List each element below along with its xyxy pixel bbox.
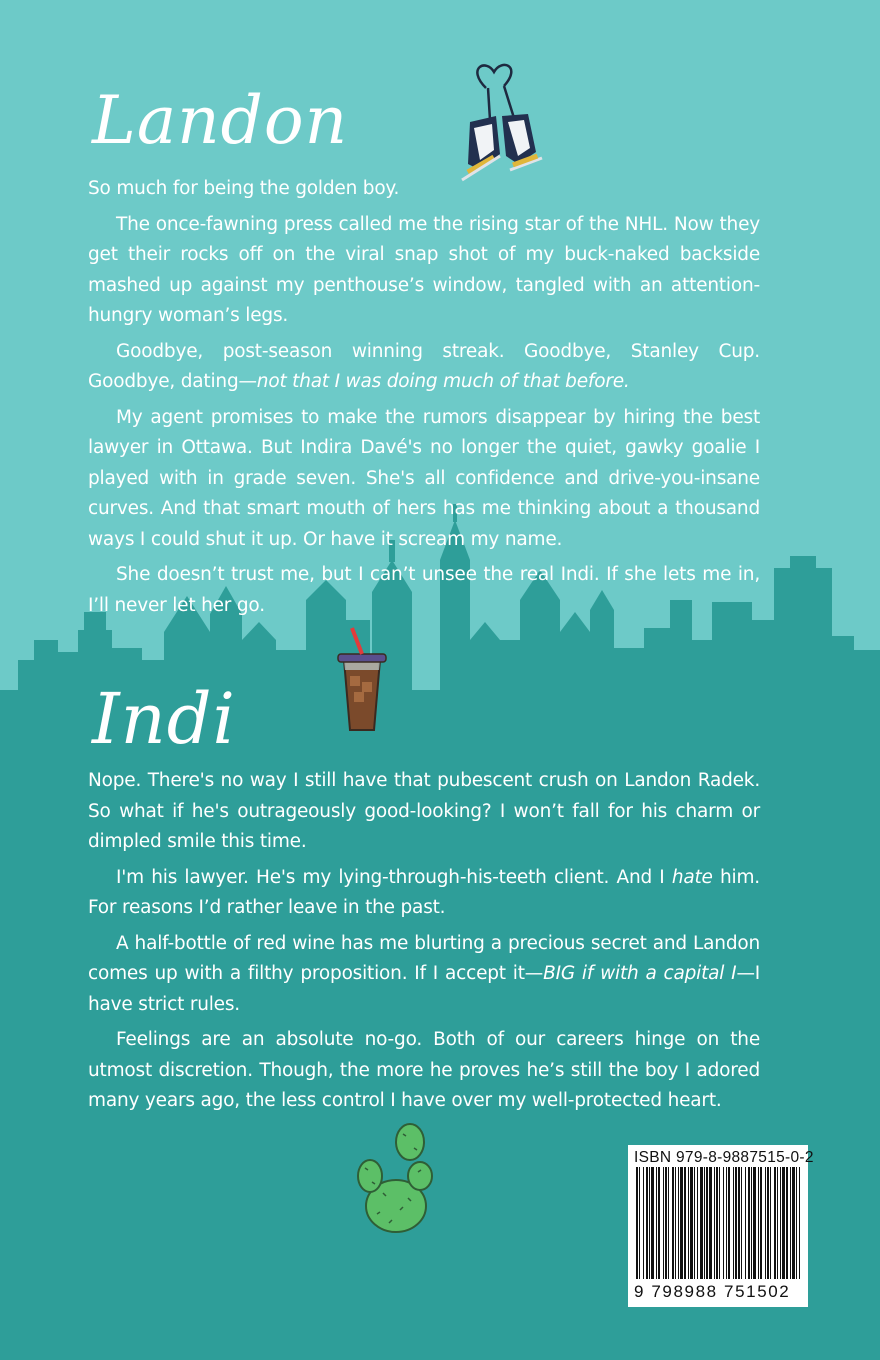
barcode-bar	[709, 1167, 712, 1279]
barcode-bar	[690, 1167, 693, 1279]
barcode-bar	[646, 1167, 648, 1279]
barcode-bar	[753, 1167, 756, 1279]
barcode-bar	[765, 1167, 766, 1279]
indi-paragraph-2-em: hate	[671, 866, 713, 888]
barcode-bar	[668, 1167, 669, 1279]
landon-paragraph-5: She doesn’t trust me, but I can’t unsee the real Indi. If she lets me in, I’ll never let her go.	[88, 564, 760, 616]
barcode-bar	[728, 1167, 730, 1279]
indi-paragraph-2-b: him. For reasons I’d rather leave in the past.	[88, 866, 760, 918]
barcode-bar	[796, 1167, 797, 1279]
section-title-landon: Landon	[92, 82, 349, 159]
barcode-bar	[748, 1167, 750, 1279]
barcode-bar	[658, 1167, 660, 1279]
barcode-bar	[751, 1167, 752, 1279]
indi-paragraph-2	[88, 863, 760, 924]
cactus-icon	[356, 1120, 436, 1236]
landon-paragraph-3-italic: not that I was doing much of that before.	[256, 371, 630, 392]
barcode-bar	[760, 1167, 762, 1279]
barcode-bar	[663, 1167, 664, 1279]
section-title-indi: Indi	[92, 678, 236, 760]
indi-paragraph-1: Nope. There's no way I still have that pubescent crush on Landon Radek. So what if he's outrageously good-looking? I won’t fall for his charm or dimpled smile this time.	[88, 770, 760, 852]
isbn-label: ISBN 979-8-9887515-0-2	[634, 1149, 814, 1166]
barcode-bar	[678, 1167, 679, 1279]
barcode-bar	[767, 1167, 769, 1279]
barcode-bar	[780, 1167, 781, 1279]
barcode-bar	[758, 1167, 759, 1279]
landon-paragraph-4: My agent promises to make the rumors disappear by hiring the best lawyer in Ottawa. But Indira Davé's no longer the quiet, gawky goalie I played with in grade seven. She's all confidence and drive-you-insane curves. And that smart mouth of hers has me thinking about a thousand ways I could shut it up. Or have it scream my name.	[88, 406, 760, 550]
barcode-bar	[651, 1167, 654, 1279]
barcode-digits: 9 798988 751502	[634, 1282, 791, 1301]
landon-paragraph-3	[88, 337, 760, 398]
barcode-bar	[716, 1167, 718, 1279]
indi-paragraph-3-a: A half-bottle of red wine has me blurting a precious secret and Landon comes up with a filthy proposition. If I accept it—	[88, 932, 760, 984]
barcode-bar	[733, 1167, 734, 1279]
barcode-bar	[643, 1167, 644, 1279]
landon-blurb	[88, 174, 760, 626]
barcode-bar	[697, 1167, 698, 1279]
barcode-bar	[684, 1167, 686, 1279]
barcode-bar	[792, 1167, 795, 1279]
landon-paragraph-2: The once-fawning press called me the rising star of the NHL. Now they get their rocks off on the viral snap shot of my buck-naked backside mashed up against my penthouse’s window, tangled with an attention-hungry woman’s legs.	[88, 213, 760, 326]
indi-blurb	[88, 766, 760, 1122]
landon-paragraph-1: So much for being the golden boy.	[88, 178, 400, 199]
barcode-bar	[639, 1167, 640, 1279]
barcode-bar	[745, 1167, 746, 1279]
barcode-bar	[777, 1167, 778, 1279]
barcode-bar	[774, 1167, 776, 1279]
iced-coffee-icon	[330, 626, 392, 734]
barcode-bar	[680, 1167, 683, 1279]
barcode-bar	[714, 1167, 715, 1279]
barcode-bar	[786, 1167, 788, 1279]
isbn-barcode	[628, 1145, 814, 1307]
barcode-bar	[723, 1167, 724, 1279]
barcode-bar	[726, 1167, 727, 1279]
barcode-bar	[738, 1167, 740, 1279]
barcode-bar	[770, 1167, 771, 1279]
barcode-bar	[700, 1167, 703, 1279]
indi-paragraph-2-a: I'm his lawyer. He's my lying-through-his-teeth client. And I	[116, 866, 672, 888]
barcode-bar	[636, 1167, 638, 1279]
barcode-bar	[694, 1167, 695, 1279]
barcode-bar	[688, 1167, 689, 1279]
barcode-bar	[704, 1167, 705, 1279]
barcode-bar	[782, 1167, 785, 1279]
barcode-bar	[735, 1167, 737, 1279]
indi-paragraph-3-b: —I have strict rules.	[88, 963, 760, 1015]
barcode-bar	[741, 1167, 742, 1279]
indi-paragraph-3-em: BIG if with a capital I	[543, 963, 737, 984]
barcode-bars	[628, 1167, 808, 1281]
barcode-bar	[706, 1167, 708, 1279]
barcode-bar	[675, 1167, 676, 1279]
barcode-bar	[799, 1167, 800, 1279]
landon-paragraph-3-text: Goodbye, post-season winning streak. Goodbye, Stanley Cup. Goodbye, dating—	[88, 340, 760, 392]
barcode-bar	[649, 1167, 650, 1279]
indi-paragraph-4: Feelings are an absolute no-go. Both of our careers hinge on the utmost discretion. Though, the more he proves he’s still the boy I adored many years ago, the less control I have over my well-protected heart.	[88, 1029, 760, 1111]
barcode-bar	[665, 1167, 667, 1279]
indi-paragraph-3	[88, 929, 760, 1021]
barcode-bar	[656, 1167, 657, 1279]
barcode-bar	[719, 1167, 720, 1279]
barcode-bar	[790, 1167, 791, 1279]
barcode-bar	[672, 1167, 674, 1279]
